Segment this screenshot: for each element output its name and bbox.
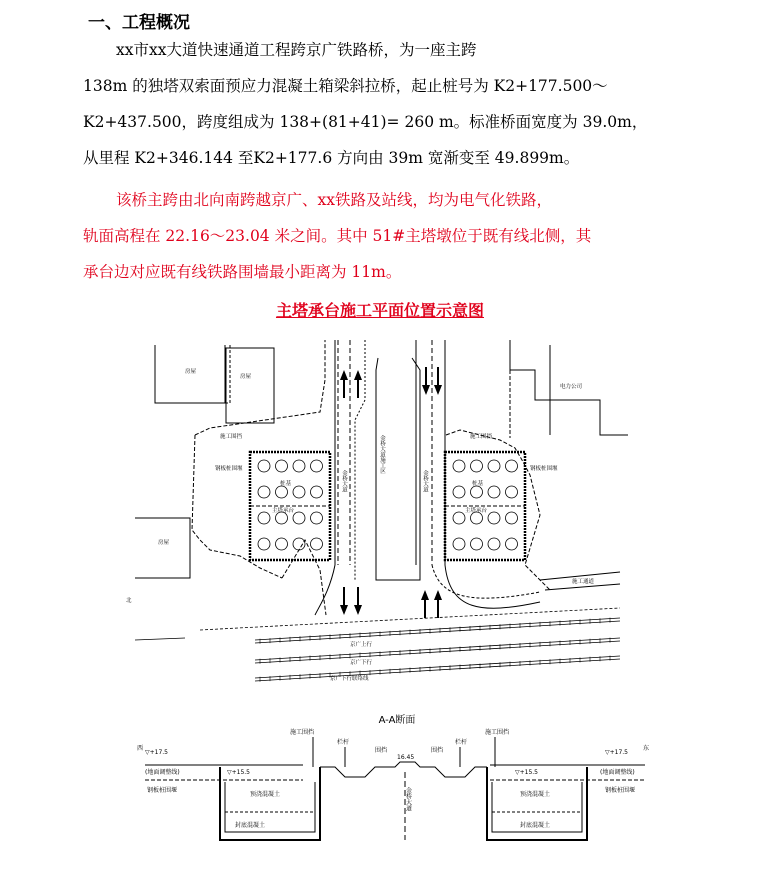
plan-label: 施工围挡	[470, 434, 493, 440]
pile-circle	[276, 538, 288, 550]
section-label: ▽+15.5	[227, 769, 251, 776]
section-label: ▽+15.5	[515, 769, 539, 776]
railway-crossing-paragraph	[83, 182, 683, 290]
plan-label: 主塔承台	[272, 508, 295, 514]
section-label: 预浇混凝土	[520, 791, 551, 798]
pile-circle	[258, 538, 270, 550]
section-label: 围挡	[375, 747, 388, 754]
pile-circle	[506, 512, 518, 524]
pile-circle	[471, 460, 483, 472]
section-label: 西	[137, 745, 144, 752]
building-outline	[135, 518, 190, 578]
plan-label: 京广下行联络线	[330, 676, 369, 682]
section-label: 16.45	[397, 754, 415, 761]
paragraph-line: 承台边对应既有线铁路围墙最小距离为 11m。	[83, 263, 402, 281]
paragraph-line: K2+437.500，跨度组成为 138+(81+41)= 260 m。标准桥面宽度为 39.0m，	[83, 113, 648, 131]
pile-circle	[471, 486, 483, 498]
pile-circle	[311, 460, 323, 472]
pile-circle	[311, 512, 323, 524]
plan-label: 房屋	[240, 374, 252, 380]
section-label: 施工围挡	[290, 729, 315, 736]
pile-circle	[258, 486, 270, 498]
project-overview-paragraph	[83, 32, 683, 176]
pile-circle	[488, 512, 500, 524]
plan-label: 钢板桩围堰	[215, 466, 243, 472]
section-label: 预浇混凝土	[250, 791, 281, 798]
plan-label: 钢板桩围堰	[530, 466, 558, 472]
pile-circle	[506, 486, 518, 498]
plan-label: 施工围挡	[220, 434, 243, 440]
section-label: 钢板桩围堰	[605, 787, 636, 794]
pile-circle	[293, 512, 305, 524]
pile-circle	[293, 538, 305, 550]
plan-label: 京广下行	[350, 660, 373, 666]
pile-circle	[258, 460, 270, 472]
pile-circle	[293, 486, 305, 498]
pile-circle	[311, 538, 323, 550]
pile-circle	[258, 512, 270, 524]
plan-label-vertical: 金桥大道施工区	[379, 435, 385, 474]
section-label: 施工围挡	[485, 729, 510, 736]
section-label: (地面调整线)	[600, 769, 635, 776]
plan-label-vertical: 金桥大道	[341, 470, 347, 492]
pile-circle	[453, 538, 465, 550]
pile-circle	[276, 460, 288, 472]
pile-circle	[488, 486, 500, 498]
pile-circle	[453, 512, 465, 524]
paragraph-line: 从里程 K2+346.144 至K2+177.6 方向由 39m 宽渐变至 49.899m。	[83, 149, 580, 167]
plan-label: 房屋	[158, 540, 170, 546]
section-label: (地面调整线)	[145, 769, 180, 776]
section-drawing	[135, 712, 655, 852]
paragraph-line: 该桥主跨由北向南跨越京广、xx铁路及站线，均为电气化铁路，	[116, 191, 552, 209]
plan-label: 房屋	[185, 369, 197, 375]
figure-title: 主塔承台施工平面位置示意图	[275, 301, 484, 320]
pile-circle	[311, 486, 323, 498]
section-label: 金桥大道	[404, 787, 412, 811]
pile-circle	[293, 460, 305, 472]
section-label: 东	[643, 745, 650, 752]
section-label: 封底混凝土	[235, 822, 266, 829]
plan-label: 电力公司	[560, 384, 583, 390]
plan-label: 施工通道	[572, 579, 595, 585]
paragraph-line: 轨面高程在 22.16～23.04 米之间。其中 51#主塔墩位于既有线北侧，其	[83, 227, 592, 245]
pile-circle	[276, 486, 288, 498]
pile-circle	[506, 538, 518, 550]
pile-circle	[506, 460, 518, 472]
section-title: A-A断面	[378, 715, 416, 726]
plan-label: 北	[126, 598, 132, 604]
section-label: 围挡	[431, 747, 444, 754]
paragraph-line: xx市xx大道快速通道工程跨京广铁路桥，为一座主跨	[116, 41, 477, 59]
section-label: 封底混凝土	[520, 822, 551, 829]
section-heading: 一、工程概况	[88, 13, 190, 33]
paragraph-line: 138m 的独塔双索面预应力混凝土箱梁斜拉桥，起止桩号为 K2+177.500～	[83, 77, 608, 95]
pile-circle	[488, 460, 500, 472]
section-label: ▽+17.5	[145, 749, 169, 756]
plan-label-vertical: 金桥大道	[422, 470, 428, 492]
section-label: 钢板桩围堰	[147, 787, 178, 794]
plan-label: 主塔承台	[465, 508, 488, 514]
section-label: 栏杆	[455, 739, 468, 746]
plan-label: 桩基	[280, 481, 292, 487]
pile-circle	[471, 538, 483, 550]
section-label: 栏杆	[337, 739, 350, 746]
pile-circle	[453, 460, 465, 472]
plan-label: 桩基	[472, 481, 484, 487]
plan-label: 京广上行	[350, 642, 373, 648]
building-outline	[226, 348, 274, 423]
pile-circle	[453, 486, 465, 498]
pile-circle	[488, 538, 500, 550]
construction-plan-drawing	[120, 340, 640, 690]
section-label: ▽+17.5	[605, 749, 629, 756]
